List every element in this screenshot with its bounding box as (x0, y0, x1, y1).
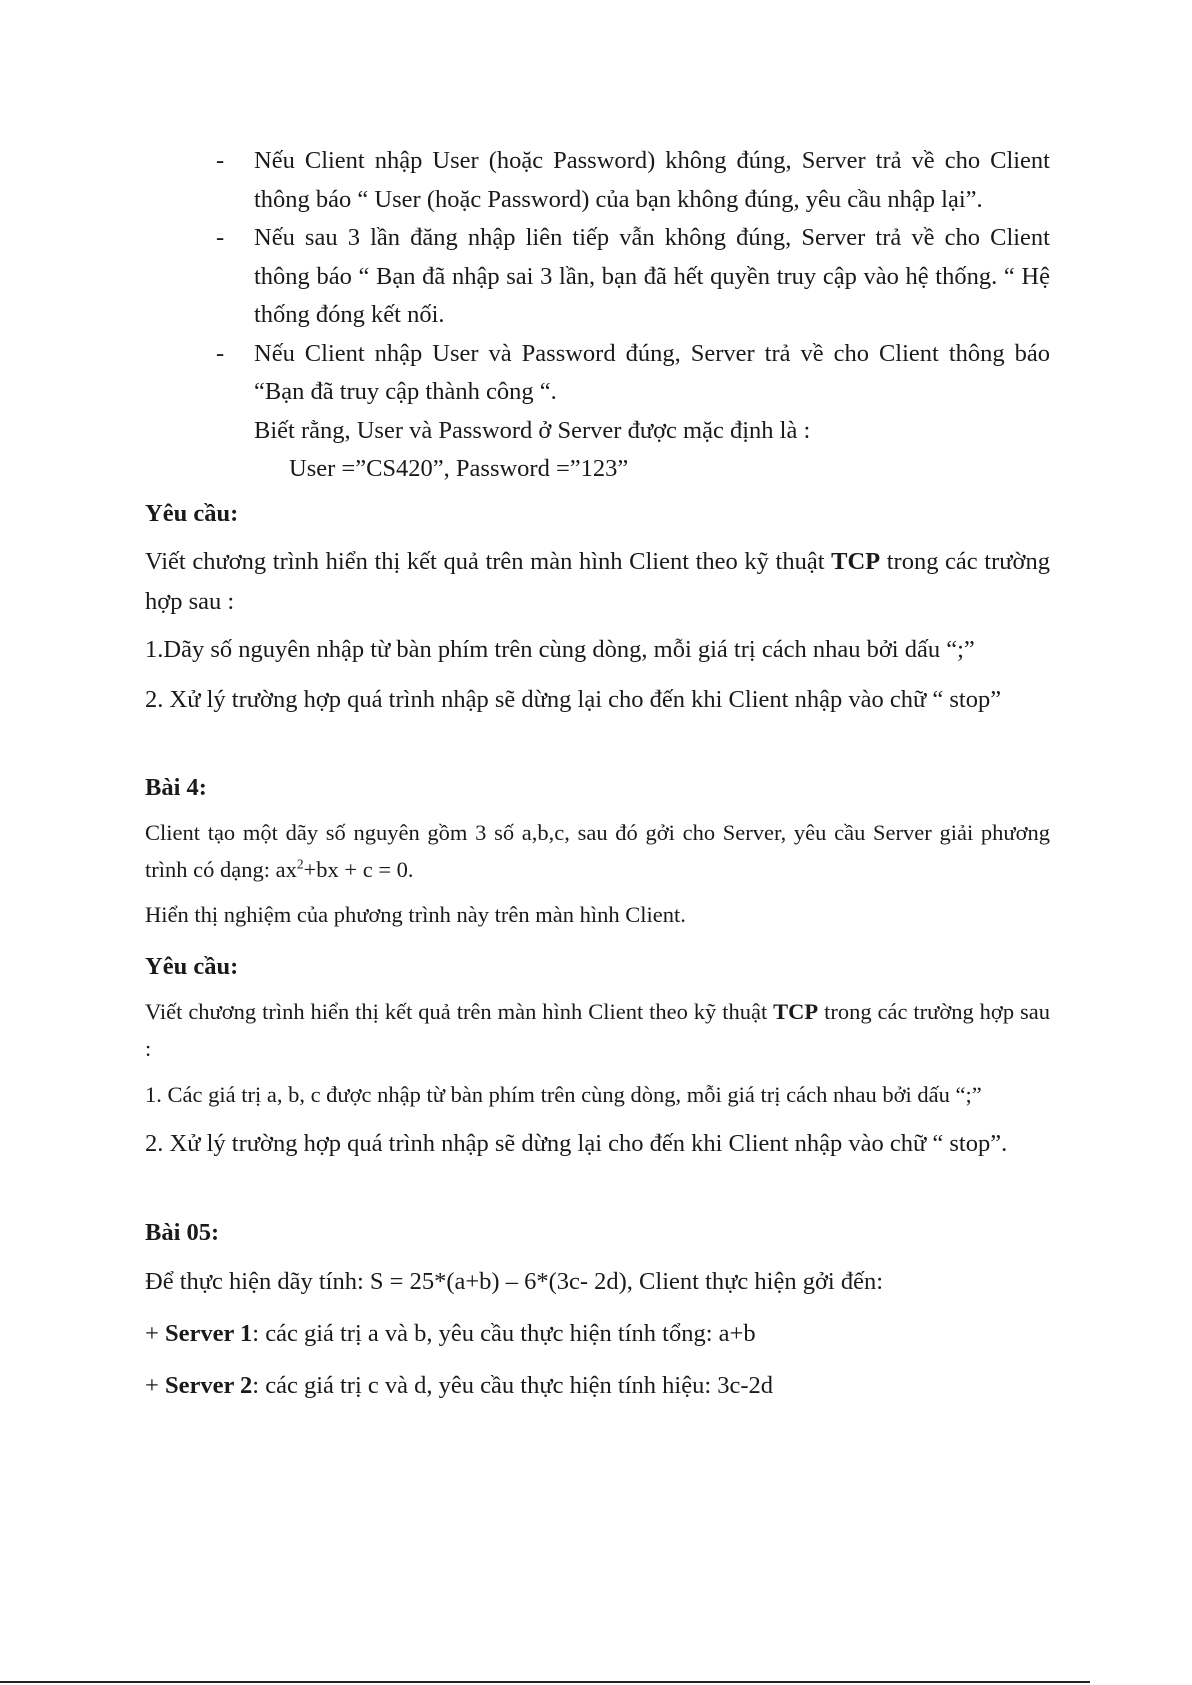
bullet-dash: - (216, 147, 225, 174)
bullet-dash: - (216, 224, 225, 251)
bullet-dash: - (216, 339, 225, 367)
login-rules-list (216, 142, 1050, 489)
tcp-label: TCP (831, 548, 881, 575)
item-prefix: + (145, 1372, 165, 1399)
item-text: : các giá trị c và d, yêu cầu thực hiện tính hiệu: 3c-2d (252, 1372, 774, 1399)
exercise-05-heading: Bài 05: (145, 1219, 220, 1246)
exercise-4-display: Hiển thị nghiệm của phương trình này trên màn hình Client. (145, 902, 686, 927)
server-2-item (145, 1366, 1050, 1406)
exercise-4-description (145, 814, 1050, 888)
intro-text: Viết chương trình hiển thị kết quả trên màn hình Client theo kỹ thuật (145, 999, 774, 1024)
exercise-4-requirements-heading: Yêu cầu: (145, 953, 239, 980)
list-item-text: Nếu Client nhập User (hoặc Password) không đúng, Server trả về cho Client thông báo “ User (hoặc Password) của bạn không đúng, yêu cầu nhập lại”. (254, 147, 1050, 213)
page-bottom-rule (0, 1681, 1090, 1683)
server-1-label: Server 1 (164, 1320, 253, 1347)
list-item (216, 219, 1050, 335)
intro-text: trong các trường hợp sau : (145, 999, 1050, 1061)
exercise-4-heading: Bài 4: (145, 774, 207, 801)
intro-text: trong các trường hợp sau : (145, 548, 1050, 615)
list-item (216, 335, 1050, 412)
server-2-label: Server 2 (164, 1372, 253, 1399)
list-item-text: Nếu sau 3 lần đăng nhập liên tiếp vẫn không đúng, Server trả về cho Client thông báo “ Bạn đã nhập sai 3 lần, bạn đã hết quyền truy cập vào hệ thống. “ Hệ thống đóng kết nối. (254, 224, 1050, 328)
server-1-item (145, 1314, 1050, 1354)
list-item (216, 142, 1050, 219)
exercise-4-requirements-intro (145, 993, 1050, 1067)
requirement-item: 2. Xử lý trường hợp quá trình nhập sẽ dừng lại cho đến khi Client nhập vào chữ “ stop”. (145, 1130, 1008, 1157)
defaults-note: Biết rằng, User và Password ở Server được mặc định là : (254, 416, 811, 444)
requirement-item: 1. Các giá trị a, b, c được nhập từ bàn phím trên cùng dòng, mỗi giá trị cách nhau bởi dấu “;” (145, 1082, 982, 1107)
defaults-values: User =”CS420”, Password =”123” (289, 455, 629, 482)
description-text: Client tạo một dãy số nguyên gồm 3 số a,b,c, sau đó gởi cho Server, yêu cầu Server giải phương trình có dạng: ax (145, 820, 1050, 882)
intro-text: Viết chương trình hiển thị kết quả trên màn hình Client theo kỹ thuật (145, 548, 832, 575)
exponent: 2 (296, 856, 304, 872)
requirements-heading: Yêu cầu: (145, 500, 239, 527)
exercise-05-intro: Để thực hiện dãy tính: S = 25*(a+b) – 6*(3c- 2d), Client thực hiện gởi đến: (145, 1268, 884, 1295)
item-text: : các giá trị a và b, yêu cầu thực hiện tính tổng: a+b (252, 1320, 756, 1347)
tcp-label: TCP (773, 999, 819, 1024)
requirement-item: 1.Dãy số nguyên nhập từ bàn phím trên cùng dòng, mỗi giá trị cách nhau bởi dấu “;” (145, 636, 975, 663)
description-text: +bx + c = 0. (303, 857, 414, 882)
requirement-item: 2. Xử lý trường hợp quá trình nhập sẽ dừng lại cho đến khi Client nhập vào chữ “ stop” (145, 686, 1002, 713)
list-item-text: Nếu Client nhập User và Password đúng, Server trả về cho Client thông báo “Bạn đã truy cập thành công “. (254, 339, 1050, 405)
item-prefix: + (145, 1320, 165, 1347)
requirements-intro (145, 542, 1050, 622)
